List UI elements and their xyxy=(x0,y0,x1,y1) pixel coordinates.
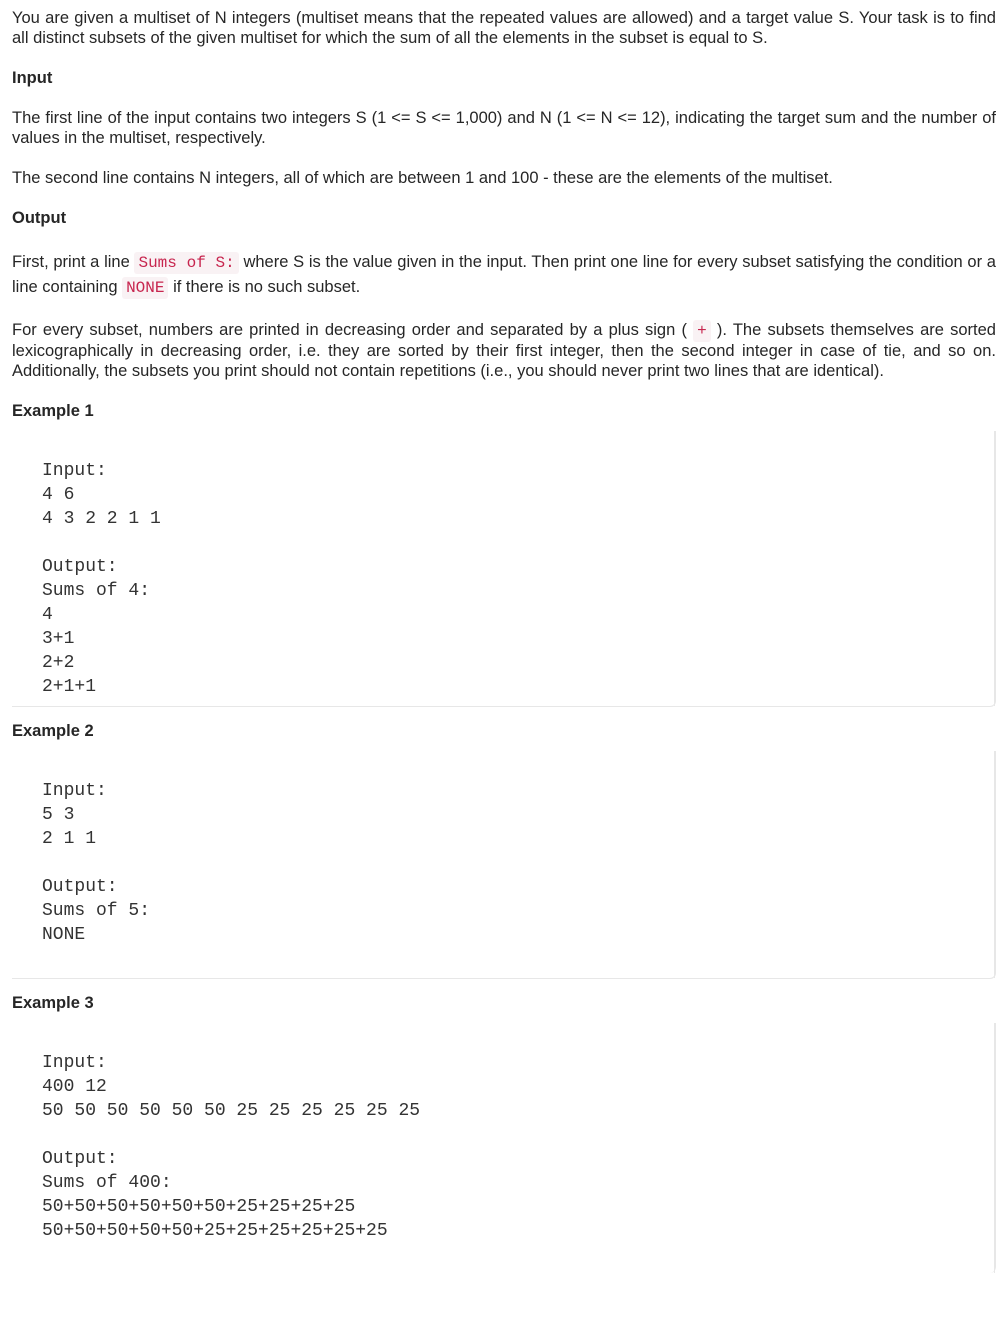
example-output-line: 50+50+50+50+50+50+25+25+25+25 xyxy=(42,1197,356,1217)
example-input-line: 2 1 1 xyxy=(42,829,97,849)
example-output-label: Output: xyxy=(42,1149,118,1169)
example-output-line: Sums of 5: xyxy=(42,901,151,921)
example-input-line: 4 3 2 2 1 1 xyxy=(42,509,161,529)
example-input-label: Input: xyxy=(42,781,107,801)
output-text-3: if there is no such subset. xyxy=(168,278,361,296)
output-text-2: where S is the value given in the input. Then print one line for every subset satisfying the condition or a line containing xyxy=(12,253,996,296)
example-output-line: NONE xyxy=(42,925,86,945)
output-paragraph-1 xyxy=(12,250,996,300)
example-output-line: 3+1 xyxy=(42,629,75,649)
code-plus: + xyxy=(693,320,711,342)
example-input-line: 4 6 xyxy=(42,485,75,505)
code-sums-of-s: Sums of S: xyxy=(134,252,238,274)
example-input-label: Input: xyxy=(42,461,107,481)
example-output-line: Sums of 400: xyxy=(42,1173,172,1193)
example-input-line: 400 12 xyxy=(42,1077,107,1097)
input-paragraph-1: The first line of the input contains two integers S (1 <= S <= 1,000) and N (1 <= N <= 12), indicating the target sum and the number of values in the multiset, respectively. xyxy=(12,109,996,147)
example-output-line: 50+50+50+50+50+25+25+25+25+25+25 xyxy=(42,1221,388,1241)
input-paragraph-2: The second line contains N integers, all of which are between 1 and 100 - these are the elements of the multiset. xyxy=(12,169,833,187)
output-text-1: First, print a line xyxy=(12,253,135,271)
example-input-line: 50 50 50 50 50 50 25 25 25 25 25 25 xyxy=(42,1101,421,1121)
example-output-label: Output: xyxy=(42,877,118,897)
example-output-line: 4 xyxy=(42,605,53,625)
input-heading: Input xyxy=(12,69,53,87)
example-3-heading: Example 3 xyxy=(12,994,94,1012)
example-3-block xyxy=(12,1023,996,1273)
example-input-line: 5 3 xyxy=(42,805,75,825)
output-paragraph-2 xyxy=(12,320,996,381)
example-2-block xyxy=(12,751,996,979)
example-output-line: 2+1+1 xyxy=(42,677,97,697)
example-1-block xyxy=(12,431,996,707)
example-output-line: Sums of 4: xyxy=(42,581,151,601)
example-2-heading: Example 2 xyxy=(12,722,94,740)
example-input-label: Input: xyxy=(42,1053,107,1073)
output-text-5: ). The subsets themselves are sorted lexicographically in decreasing order, i.e. they are sorted by their first integer, then the second integer in case of tie, and so on. Additionally, the subsets you print should not contain repetitions (i.e., you should never print two lines that are identical). xyxy=(12,321,996,380)
example-1-heading: Example 1 xyxy=(12,402,94,420)
example-output-label: Output: xyxy=(42,557,118,577)
output-heading: Output xyxy=(12,209,67,227)
problem-statement xyxy=(12,0,996,1273)
example-output-line: 2+2 xyxy=(42,653,75,673)
intro-paragraph: You are given a multiset of N integers (multiset means that the repeated values are allowed) and a target value S. Your task is to find all distinct subsets of the given multiset for which the sum of all the elements in the subset is equal to S. xyxy=(12,9,996,47)
output-text-4: For every subset, numbers are printed in decreasing order and separated by a plus sign ( xyxy=(12,321,694,339)
code-none: NONE xyxy=(122,277,168,299)
